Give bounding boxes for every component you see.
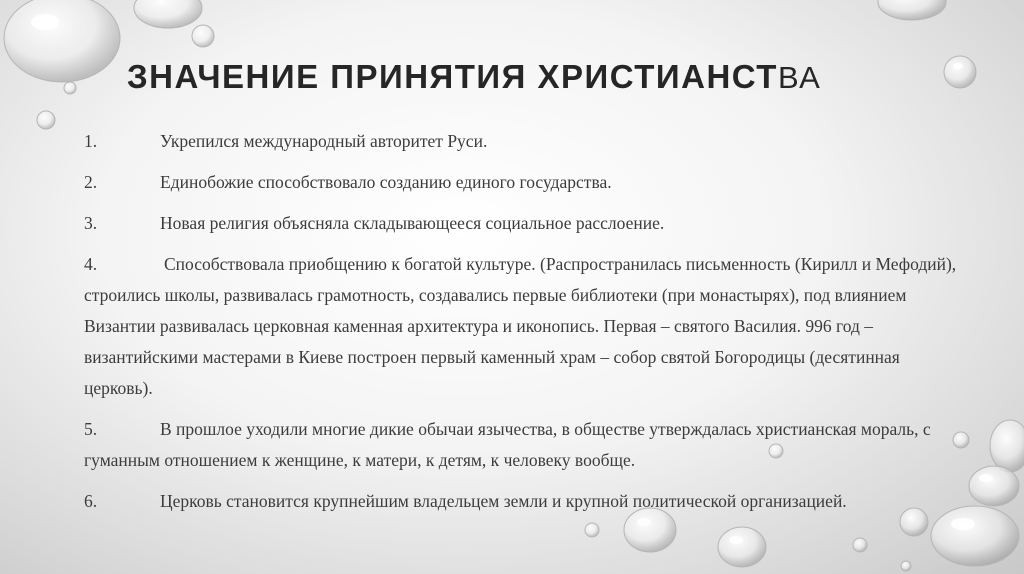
item-number: 5. [84,419,98,439]
item-text: Способствовала приобщению к богатой культуре. (Распространилась письменность (Кирилл и Мефодий), строились школы, развивалась грамотность, создавались первые библиотеки (при монастырях), под влиянием Византии развивалась церковная каменная архитектура и иконопись. Первая – святого Василия. 996 год – византийскими мастерами в Киеве построен первый каменный храм – собор святой Богородицы (десятинная церковь). [84,254,957,398]
item-number: 2. [84,172,98,192]
item-number: 6. [84,491,98,511]
item-text: Новая религия объясняла складывающееся социальное расслоение. [160,213,665,233]
slide-title-main: ЗНАЧЕНИЕ ПРИНЯТИЯ ХРИСТИАНСТ [127,58,778,95]
item-number: 3. [84,213,98,233]
list-item [84,486,964,517]
slide-title-tail: ВА [777,60,822,95]
points-list [84,126,964,527]
item-text: Укрепился международный авторитет Руси. [160,131,488,151]
list-item [84,208,964,239]
item-number: 1. [84,131,98,151]
item-number: 4. [84,254,98,274]
list-item [84,249,964,404]
item-text: Церковь становится крупнейшим владельцем земли и крупной политической организацией. [160,491,847,511]
item-text: В прошлое уходили многие дикие обычаи язычества, в обществе утверждалась христианская мораль, с гуманным отношением к женщине, к матери, к детям, к человеку вообще. [84,419,931,470]
list-item [84,167,964,198]
list-item [84,126,964,157]
list-item [84,414,964,476]
item-text: Единобожие способствовало созданию единого государства. [160,172,612,192]
slide-title [127,58,821,96]
